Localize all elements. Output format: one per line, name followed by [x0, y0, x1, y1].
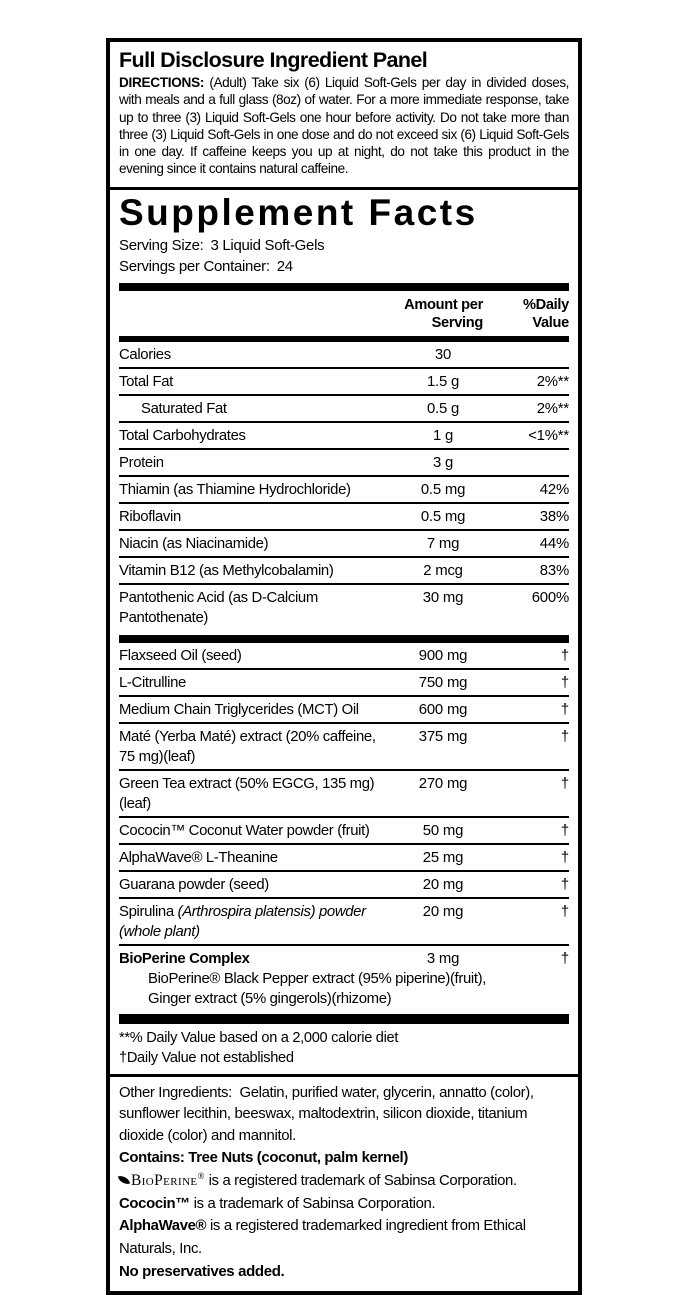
column-header-row	[119, 291, 569, 336]
row-subline: Ginger extract (5% gingerols)(rhizome)	[148, 991, 392, 1008]
thick-divider-bottom	[119, 1014, 569, 1024]
servings-per-container-line	[119, 256, 569, 278]
row-amount: 20 mg	[422, 903, 464, 920]
row-name: BioPerine Complex	[119, 950, 250, 967]
row-name: Green Tea extract (50% EGCG, 135 mg)(leaf)	[119, 775, 375, 812]
row-amount: 1 g	[432, 427, 454, 444]
row-amount: 3 mg	[426, 950, 460, 967]
facts-row	[119, 695, 569, 722]
no-preservatives-line: No preservatives added.	[119, 1263, 285, 1281]
facts-rows	[119, 342, 569, 1012]
directions-paragraph	[119, 74, 569, 178]
facts-row	[119, 668, 569, 695]
row-dv: <1%**	[528, 427, 569, 444]
row-dv: †	[560, 775, 569, 792]
row-dv: †	[560, 903, 569, 920]
footnote-line: †Daily Value not established	[119, 1049, 294, 1066]
row-name: Calories	[119, 346, 171, 363]
facts-row	[119, 870, 569, 897]
row-subline: BioPerine® Black Pepper extract (95% piperine)(fruit),	[148, 970, 487, 987]
row-name: Guarana powder (seed)	[119, 876, 269, 893]
facts-row	[119, 722, 569, 769]
row-amount: 270 mg	[418, 775, 468, 792]
directions-text: (Adult) Take six (6) Liquid Soft-Gels per day in divided doses, with meals and a full glass (8oz) of water. For a more immediate response, take up to three (3) Liquid Soft-Gels one hour before activity. Do not take more than three (3) Liquid Soft-Gels in one dose and do not exceed six (6) Liquid Soft-Gels in one day. If caffeine keeps you up at night, do not take this product in the evening since it contains natural caffeine.	[119, 75, 569, 177]
brand-name: AlphaWave®	[119, 1218, 207, 1235]
thick-divider-group	[119, 635, 569, 643]
row-name: Flaxseed Oil (seed)	[119, 647, 242, 664]
row-name: Saturated Fat	[141, 400, 227, 417]
row-amount: 7 mg	[426, 535, 460, 552]
row-amount: 20 mg	[422, 876, 464, 893]
facts-row	[119, 448, 569, 475]
serving-size-line	[119, 235, 569, 257]
facts-row	[119, 394, 569, 421]
column-header-dv-line2: Value	[532, 314, 569, 331]
row-amount: 0.5 g	[426, 400, 460, 417]
facts-row	[119, 421, 569, 448]
thick-divider-top	[119, 283, 569, 291]
row-dv: †	[560, 950, 569, 967]
row-amount: 50 mg	[422, 822, 464, 839]
footnotes	[119, 1024, 569, 1069]
other-ingredients-paragraph	[119, 1083, 569, 1148]
row-name: Medium Chain Triglycerides (MCT) Oil	[119, 701, 359, 718]
row-dv: †	[560, 849, 569, 866]
other-ingredients-text: Gelatin, purified water, glycerin, annatto (color), sunflower lecithin, beeswax, maltodextrin, silicon dioxide, titanium dioxide (color) and mannitol.	[119, 1084, 534, 1144]
servings-per-container-value: 24	[276, 258, 293, 276]
trademark-line	[119, 1215, 569, 1260]
facts-row	[119, 816, 569, 843]
row-name: Spirulina (Arthrospira platensis) powder (whole plant)	[119, 903, 366, 940]
row-amount: 375 mg	[418, 728, 468, 745]
supplement-facts-section	[110, 187, 578, 1074]
facts-row	[119, 342, 569, 367]
column-header-amount-line2: Serving	[431, 314, 483, 331]
row-name: L-Citrulline	[119, 674, 186, 691]
row-dv: 2%**	[536, 373, 569, 390]
row-dv: †	[560, 647, 569, 664]
column-header-amount	[371, 296, 499, 332]
row-dv: †	[560, 728, 569, 745]
row-name: Thiamin (as Thiamine Hydrochloride)	[119, 481, 351, 498]
column-header-dv-line1: %Daily	[522, 296, 569, 313]
row-dv: †	[560, 822, 569, 839]
row-name: Protein	[119, 454, 164, 471]
facts-row	[119, 944, 569, 1012]
trademark-line	[119, 1170, 569, 1193]
row-dv: 83%	[539, 562, 569, 579]
supplement-facts-title: Supplement Facts	[119, 191, 478, 233]
trademark-lines	[119, 1170, 569, 1260]
brand-name: BioPerine®	[131, 1171, 205, 1190]
row-dv: 600%	[531, 589, 569, 606]
facts-row	[119, 529, 569, 556]
facts-row	[119, 475, 569, 502]
trademark-text: is a registered trademarked ingredient from Ethical Naturals, Inc.	[119, 1218, 526, 1257]
row-dv: 2%**	[536, 400, 569, 417]
ingredient-panel	[106, 38, 582, 1295]
servings-per-container-label: Servings per Container:	[119, 258, 270, 276]
row-name-italic: (Arthrospira platensis) powder (whole plant)	[119, 903, 366, 940]
contains-line: Contains: Tree Nuts (coconut, palm kernel)	[119, 1150, 408, 1167]
row-dv: 38%	[539, 508, 569, 525]
row-name: Riboflavin	[119, 508, 181, 525]
other-ingredients-section	[110, 1074, 578, 1292]
trademark-text: is a registered trademark of Sabinsa Corporation.	[204, 1173, 517, 1190]
row-dv: †	[560, 674, 569, 691]
trademark-line	[119, 1193, 569, 1216]
facts-row	[119, 843, 569, 870]
row-name: Maté (Yerba Maté) extract (20% caffeine, 75 mg)(leaf)	[119, 728, 376, 765]
row-amount: 25 mg	[422, 849, 464, 866]
row-amount: 30 mg	[422, 589, 464, 606]
row-name: Total Fat	[119, 373, 173, 390]
brand-name: Cococin™	[119, 1195, 190, 1212]
panel-title: Full Disclosure Ingredient Panel	[119, 48, 428, 72]
row-amount: 600 mg	[418, 701, 468, 718]
row-dv: 42%	[539, 481, 569, 498]
row-name: AlphaWave® L-Theanine	[119, 849, 278, 866]
facts-row	[119, 556, 569, 583]
bioperine-leaf-icon	[118, 1174, 130, 1186]
row-dv: 44%	[539, 535, 569, 552]
row-amount: 900 mg	[418, 647, 468, 664]
facts-row	[119, 583, 569, 630]
row-name: Vitamin B12 (as Methylcobalamin)	[119, 562, 334, 579]
row-amount: 750 mg	[418, 674, 468, 691]
row-name: Pantothenic Acid (as D-Calcium Pantothenate)	[119, 589, 318, 626]
row-amount: 3 g	[432, 454, 454, 471]
facts-row-mainline	[119, 949, 569, 969]
serving-size-value: 3 Liquid Soft-Gels	[210, 236, 325, 254]
column-header-dv	[499, 296, 569, 332]
column-header-amount-line1: Amount per	[404, 296, 483, 313]
facts-row	[119, 769, 569, 816]
facts-row	[119, 897, 569, 944]
facts-row	[119, 502, 569, 529]
row-name: Total Carbohydrates	[119, 427, 246, 444]
directions-section	[110, 42, 578, 187]
registered-mark: ®	[197, 1171, 205, 1182]
row-amount: 1.5 g	[426, 373, 460, 390]
row-dv: †	[560, 701, 569, 718]
facts-row	[119, 367, 569, 394]
row-amount: 30	[434, 346, 452, 363]
row-name: Cococin™ Coconut Water powder (fruit)	[119, 822, 370, 839]
directions-label: DIRECTIONS:	[119, 75, 205, 90]
row-amount: 0.5 mg	[420, 481, 466, 498]
row-amount: 0.5 mg	[420, 508, 466, 525]
facts-row	[119, 643, 569, 668]
other-ingredients-label: Other Ingredients:	[119, 1084, 232, 1101]
row-name: Niacin (as Niacinamide)	[119, 535, 269, 552]
footnote-line: **% Daily Value based on a 2,000 calorie diet	[119, 1029, 399, 1046]
trademark-text: is a trademark of Sabinsa Corporation.	[189, 1195, 436, 1212]
row-amount: 2 mcg	[423, 562, 463, 579]
serving-size-label: Serving Size:	[119, 236, 204, 254]
row-dv: †	[560, 876, 569, 893]
